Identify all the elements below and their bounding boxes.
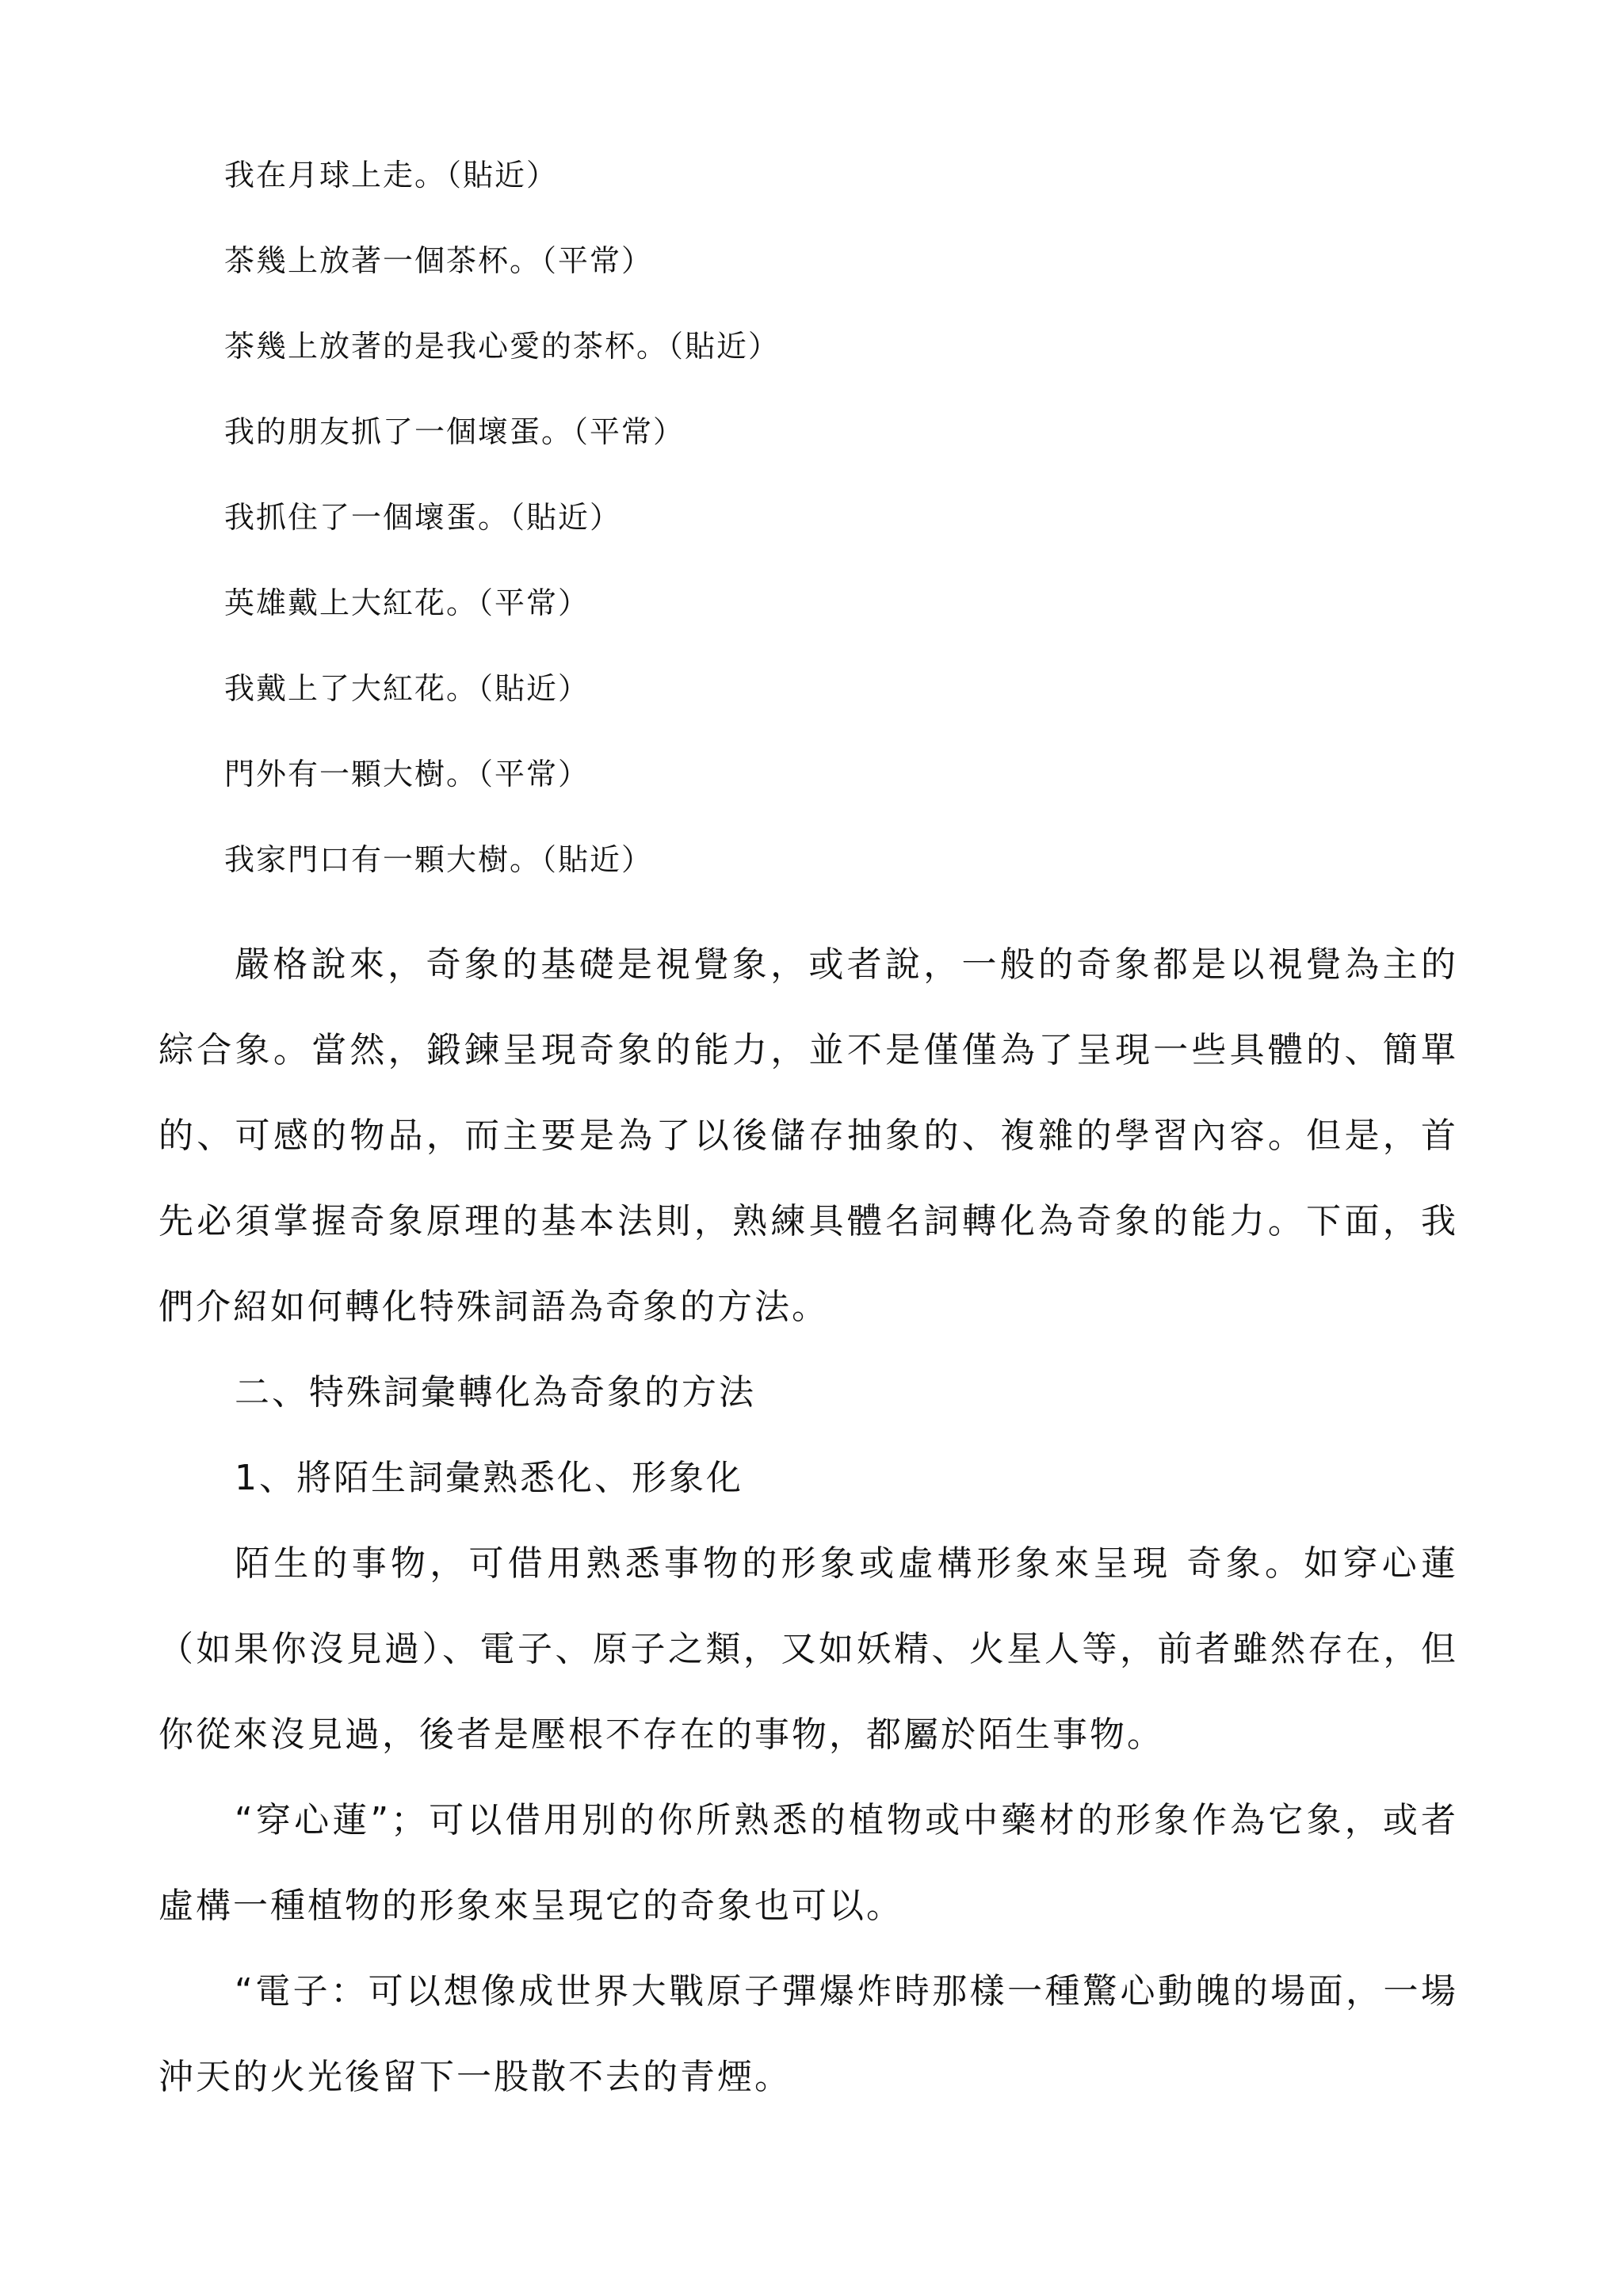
- paragraph-unfamiliar-things: 陌生的事物，可借用熟悉事物的形象或虛構形象來呈現 奇象。如穿心蓮（如果你沒見過）、電子、原子之類，又如妖精、火星人等，前者雖然存在，但你從來沒見過，後者是壓根不存在的事物，都屬於陌生事物。: [158, 1543, 1458, 1755]
- paragraph-chuanxinlian: “穿心蓮”；可以借用別的你所熟悉的植物或中藥材的形象作為它象，或者虛構一種植物的形象來呈現它的奇象也可以。: [158, 1800, 1458, 1926]
- example-sentence-list: [224, 155, 780, 925]
- example-sentence: 我戴上了大紅花。（貼近）: [224, 671, 590, 706]
- example-sentence: 門外有一顆大樹。（平常）: [224, 757, 590, 791]
- subsection-heading: 1、將陌生詞彙熟悉化、形象化: [235, 1458, 743, 1498]
- example-sentence: 英雄戴上大紅花。（平常）: [224, 585, 590, 620]
- example-sentence: 茶幾上放著的是我心愛的茶杯。（貼近）: [224, 329, 781, 364]
- example-sentence: 我的朋友抓了一個壞蛋。（平常）: [224, 414, 685, 449]
- paragraph-electron: “電子：可以想像成世界大戰原子彈爆炸時那樣一種驚心動魄的場面，一場沖天的火光後留下一股散不去的青煙。: [158, 1971, 1458, 2097]
- paragraph-visual-basis: 嚴格說來，奇象的基礎是視覺象，或者說，一般的奇象都是以視覺為主的綜合象。當然，鍛鍊呈現奇象的能力，並不是僅僅為了呈現一些具體的、簡單的、可感的物品，而主要是為了以後儲存抽象的、複雜的學習內容。但是，首先必須掌握奇象原理的基本法則，熟練具體名詞轉化為奇象的能力。下面，我們介紹如何轉化特殊詞語為奇象的方法。: [158, 944, 1458, 1327]
- example-sentence: 我家門口有一顆大樹。（貼近）: [224, 842, 654, 877]
- example-sentence: 我在月球上走。（貼近）: [224, 158, 559, 193]
- example-sentence: 我抓住了一個壞蛋。（貼近）: [224, 500, 622, 535]
- body-text: [158, 922, 1458, 2120]
- section-heading: 二、特殊詞彙轉化為奇象的方法: [235, 1372, 756, 1413]
- example-sentence: 茶幾上放著一個茶杯。（平常）: [224, 243, 654, 278]
